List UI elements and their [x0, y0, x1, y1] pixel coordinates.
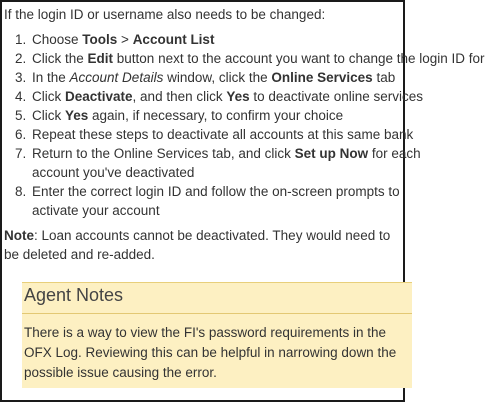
menu-item-account-list: Account List — [132, 32, 215, 47]
intro-text: If the login ID or username also needs to be changed: — [4, 7, 326, 22]
step-text: again, if necessary, to confirm your choice — [88, 108, 344, 123]
button-name-edit: Edit — [87, 51, 114, 66]
step-text: window, click the — [163, 70, 272, 85]
tab-name-online-services: Online Services — [271, 70, 373, 85]
step-text: Choose — [32, 32, 83, 47]
button-name-set-up-now: Set up Now — [294, 146, 369, 161]
steps-list — [4, 30, 485, 220]
step-item — [30, 87, 424, 106]
agent-notes-title: Agent Notes — [24, 285, 124, 305]
step-text: Repeat these steps to deactivate all accounts at this same bank — [32, 127, 414, 142]
step-item — [30, 68, 424, 87]
step-text: Return to the Online Services tab, and click — [32, 146, 295, 161]
window-name-account-details: Account Details — [69, 70, 164, 85]
step-text: Enter the correct login ID and follow the on-screen prompts to activate your account — [32, 184, 400, 218]
step-text: > — [117, 32, 133, 47]
step-item — [30, 30, 424, 49]
menu-name-tools: Tools — [82, 32, 118, 47]
step-text: Click — [32, 108, 65, 123]
button-name-yes: Yes — [226, 89, 250, 104]
button-name-yes: Yes — [65, 108, 89, 123]
step-text: , and then click — [132, 89, 227, 104]
button-name-deactivate: Deactivate — [65, 89, 133, 104]
step-text: In the — [32, 70, 70, 85]
agent-notes-box — [22, 282, 412, 388]
agent-notes-text: There is a way to view the FI's password requirements in the OFX Log. Reviewing this can be helpful in narrowing down the possible issue causing the error. — [24, 325, 397, 380]
step-item — [30, 182, 424, 220]
step-text: button next to the account you want to change the login ID for — [113, 51, 485, 66]
note-label: Note — [4, 228, 34, 243]
step-text: to deactivate online services — [249, 89, 423, 104]
agent-notes-divider — [22, 313, 412, 314]
step-item — [30, 144, 424, 182]
step-item — [30, 125, 424, 144]
step-text: Click the — [32, 51, 88, 66]
article-content — [4, 5, 485, 264]
step-text: Click — [32, 89, 65, 104]
note-text: : Loan accounts cannot be deactivated. They would need to be deleted and re-added. — [4, 228, 391, 262]
step-text: tab — [372, 70, 396, 85]
step-text: for each account you've deactivated — [32, 146, 421, 180]
step-item — [30, 49, 485, 68]
note-paragraph — [4, 226, 400, 264]
step-item — [30, 106, 424, 125]
